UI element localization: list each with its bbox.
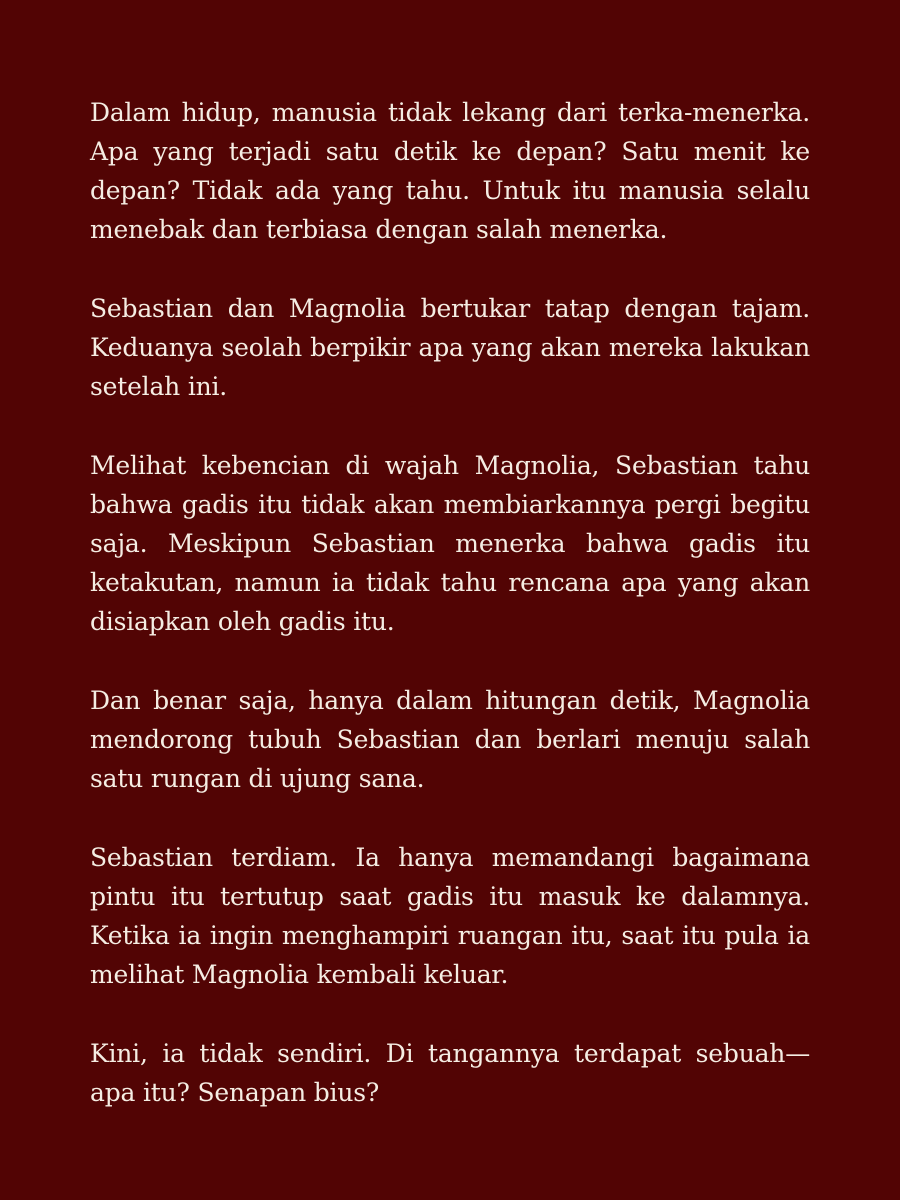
paragraph-2: Sebastian dan Magnolia bertukar tatap dengan tajam. Keduanya seolah berpikir apa yang akan mereka lakukan setelah ini. — [90, 294, 810, 401]
paragraph-3: Melihat kebencian di wajah Magnolia, Sebastian tahu bahwa gadis itu tidak akan membiarkannya pergi begitu saja. Meskipun Sebastian menerka bahwa gadis itu ketakutan, namun ia tidak tahu rencana apa yang akan disiapkan oleh gadis itu. — [90, 451, 810, 636]
paragraph-4: Dan benar saja, hanya dalam hitungan detik, Magnolia mendorong tubuh Sebastian dan berlari menuju salah satu rungan di ujung sana. — [90, 686, 810, 793]
paragraph-6: Kini, ia tidak sendiri. Di tangannya terdapat sebuah— apa itu? Senapan bius? — [90, 1039, 810, 1107]
paragraph-5: Sebastian terdiam. Ia hanya memandangi bagaimana pintu itu tertutup saat gadis itu masuk ke dalamnya. Ketika ia ingin menghampiri ruangan itu, saat itu pula ia melihat Magnolia kembali keluar. — [90, 843, 810, 989]
paragraph-1: Dalam hidup, manusia tidak lekang dari terka-menerka. Apa yang terjadi satu detik ke depan? Satu menit ke depan? Tidak ada yang tahu. Untuk itu manusia selalu menebak dan terbiasa dengan salah menerka. — [90, 98, 810, 244]
